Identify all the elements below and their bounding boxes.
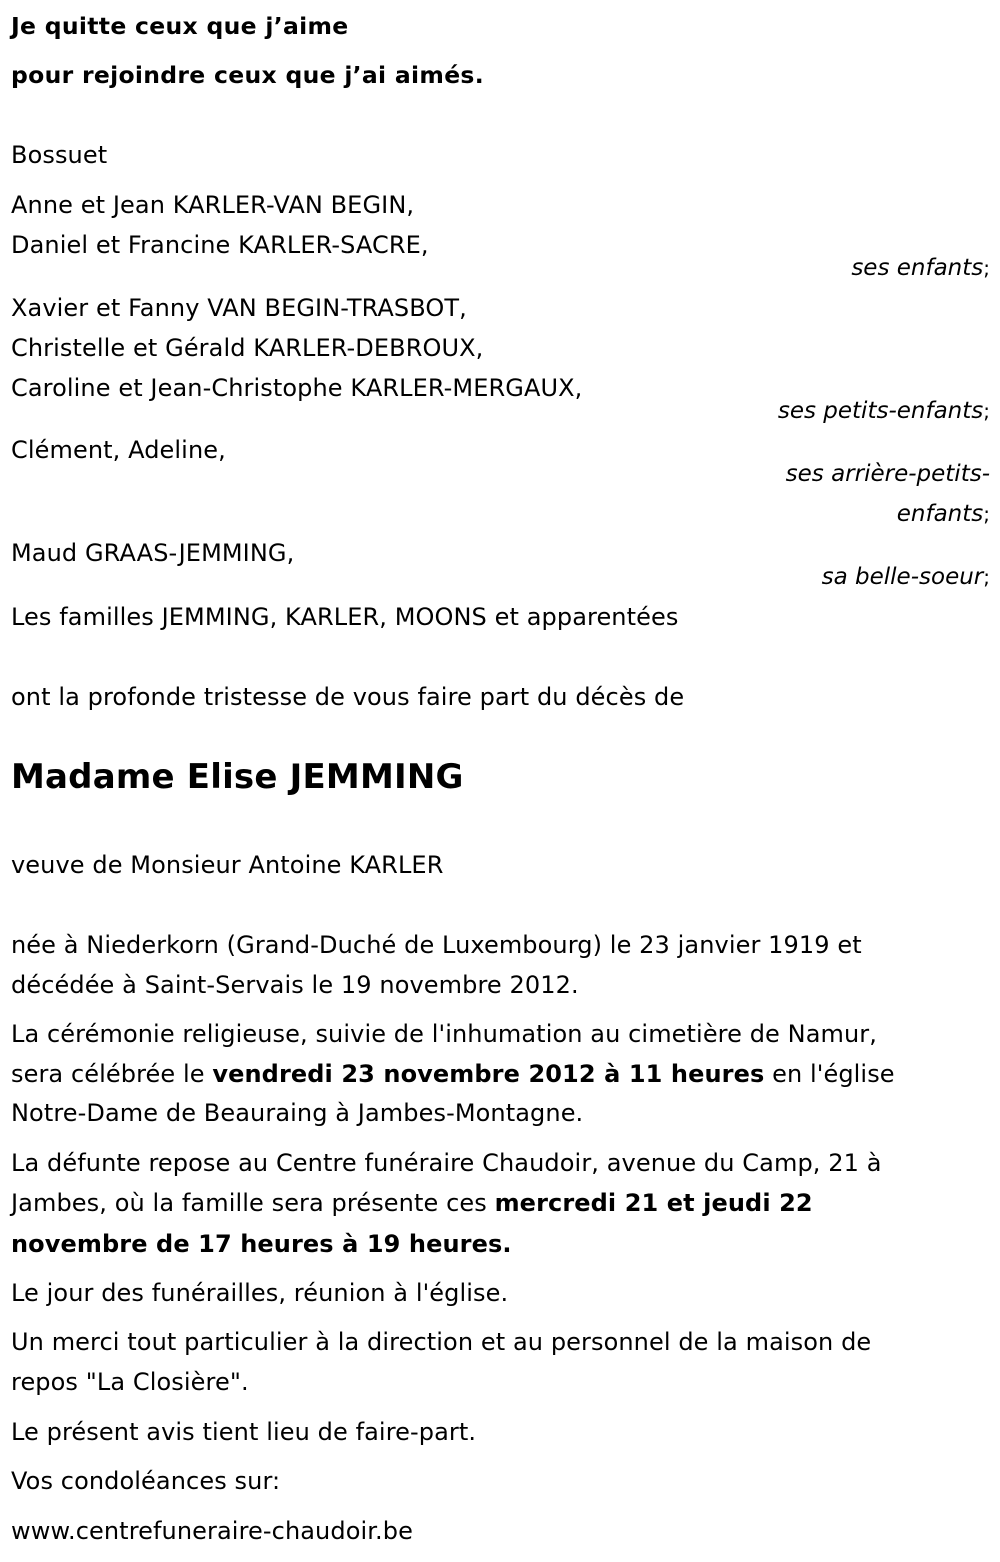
thanks-line-2: repos "La Closière". [11, 1368, 249, 1396]
relation-text: ses petits-enfants [777, 398, 984, 424]
relation-text: ses enfants [851, 255, 984, 281]
family-name: Clément, Adeline, [11, 436, 226, 464]
funeral-meeting: Le jour des funérailles, réunion à l'église. [11, 1279, 509, 1307]
family-name: Caroline et Jean-Christophe KARLER-MERGAUX, [11, 374, 583, 402]
relation-label [851, 253, 990, 283]
relation-text: enfants [896, 501, 984, 527]
ceremony-line-2 [11, 1059, 895, 1089]
relation-label [822, 562, 990, 592]
visitation-days: mercredi 21 et jeudi 22 [494, 1189, 813, 1217]
relation-suffix: ; [983, 256, 990, 280]
condolences-label: Vos condoléances sur: [11, 1467, 281, 1495]
ceremony-line-1: La cérémonie religieuse, suivie de l'inhumation au cimetière de Namur, [11, 1020, 877, 1048]
announcement: ont la profonde tristesse de vous faire part du décès de [11, 683, 685, 711]
family-name: Christelle et Gérald KARLER-DEBROUX, [11, 334, 484, 362]
relation-suffix: ; [983, 502, 990, 526]
ceremony-text: sera célébrée le [11, 1060, 213, 1088]
epitaph-line-1: Je quitte ceux que j’aime [11, 12, 349, 40]
relation-label [778, 396, 990, 426]
deceased-name: Madame Elise JEMMING [11, 757, 464, 797]
birth-death-line-2: décédée à Saint-Servais le 19 novembre 2012. [11, 971, 579, 999]
families-line: Les familles JEMMING, KARLER, MOONS et apparentées [11, 603, 679, 631]
family-name: Xavier et Fanny VAN BEGIN-TRASBOT, [11, 294, 467, 322]
family-name: Anne et Jean KARLER-VAN BEGIN, [11, 191, 415, 219]
birth-death-line-1: née à Niederkorn (Grand-Duché de Luxembourg) le 23 janvier 1919 et [11, 931, 862, 959]
thanks-line-1: Un merci tout particulier à la direction et au personnel de la maison de [11, 1328, 872, 1356]
notice: Le présent avis tient lieu de faire-part. [11, 1418, 477, 1446]
relation-suffix: ; [983, 399, 990, 423]
condolences-website-link[interactable]: www.centrefuneraire-chaudoir.be [11, 1517, 413, 1545]
relation-text: ses arrière-petits- [785, 461, 990, 487]
family-name: Daniel et Francine KARLER-SACRE, [11, 231, 429, 259]
relation-label-line-1 [786, 459, 990, 489]
visitation-text: Jambes, où la famille sera présente ces [11, 1189, 495, 1217]
epitaph-author: Bossuet [11, 141, 108, 169]
family-name: Maud GRAAS-JEMMING, [11, 539, 295, 567]
ceremony-line-3: Notre-Dame de Beauraing à Jambes-Montagne. [11, 1099, 584, 1127]
widow-of: veuve de Monsieur Antoine KARLER [11, 851, 444, 879]
ceremony-text: en l'église [764, 1060, 895, 1088]
visitation-hours: novembre de 17 heures à 19 heures. [11, 1230, 512, 1258]
ceremony-datetime: vendredi 23 novembre 2012 à 11 heures [212, 1060, 765, 1088]
relation-label-line-2 [897, 499, 990, 529]
relation-text: sa belle-soeur [821, 564, 984, 590]
relation-suffix: ; [983, 565, 990, 589]
visitation-line-1: La défunte repose au Centre funéraire Chaudoir, avenue du Camp, 21 à [11, 1149, 882, 1177]
epitaph-line-2: pour rejoindre ceux que j’ai aimés. [11, 61, 484, 89]
visitation-line-2 [11, 1188, 813, 1218]
